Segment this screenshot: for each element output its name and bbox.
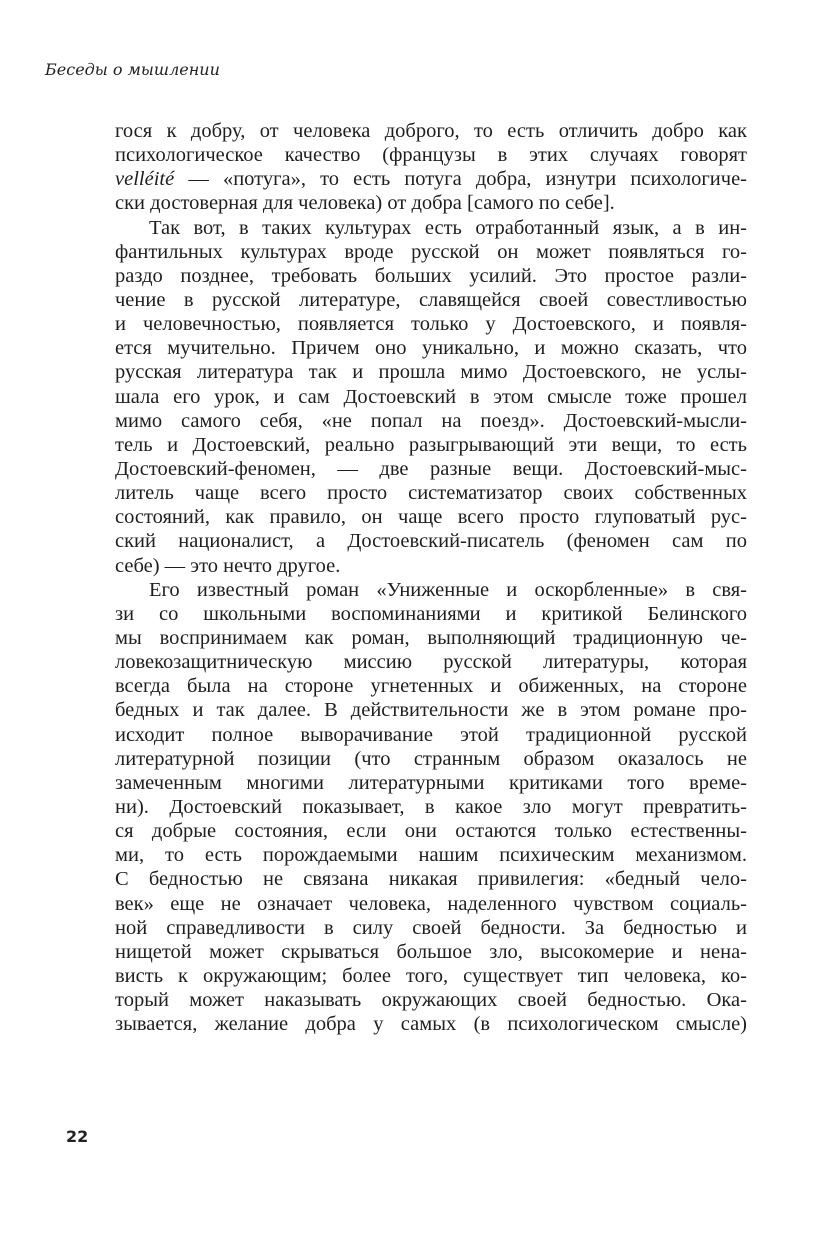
text-line: литературной позиции (что странным образом оказалось не (115, 747, 747, 770)
text-line: замеченным многими литературными критиками того време- (115, 771, 747, 794)
text-line: зывается, желание добра у самых (в психологическом смысле) (115, 1013, 747, 1036)
text-line: ски достоверная для человека) от добра [самого по себе]. (115, 192, 615, 215)
text-line: С бедностью не связана никакая привилегия: «бедный чело- (115, 868, 747, 891)
text-line: тель и Достоевский, реально разыгрывающий эти вещи, то есть (115, 433, 747, 456)
text-line: мимо самого себя, «не попал на поезд». Достоевский-мысли- (115, 409, 747, 432)
text-line: шала его урок, и сам Достоевский в этом смысле тоже прошел (115, 385, 747, 408)
text-line: ется мучительно. Причем оно уникально, и можно сказать, что (115, 337, 747, 360)
page-number: 22 (66, 1127, 89, 1146)
text-line: гося к добру, от человека доброго, то есть отличить добро как (115, 120, 747, 142)
running-header-title: Беседы о мышлении (45, 60, 220, 79)
text-line: литель чаще всего просто систематизатор своих собственных (115, 482, 747, 505)
text-line: висть к окружающим; более того, существует тип человека, ко- (115, 964, 747, 987)
text-line: фантильных культурах вроде русской он может появляться го- (115, 240, 747, 263)
text-line: раздо позднее, требовать больших усилий. Это простое разли- (115, 264, 747, 287)
paragraph-2 (115, 216, 747, 578)
text-line: Так вот, в таких культурах есть отработанный язык, а в ин- (149, 216, 747, 239)
text-line: ной справедливости в силу своей бедности. За бедностью и (115, 916, 747, 939)
text-line: ловекозащитническую миссию русской литературы, которая (115, 651, 747, 674)
text-line: ми, то есть порождаемыми нашим психическим механизмом. (115, 844, 747, 867)
text-line: бедных и так далее. В действительности же в этом романе про- (115, 699, 747, 722)
text-line: мы воспринимаем как роман, выполняющий традиционную че- (115, 626, 747, 649)
text-line: ся добрые состояния, если они остаются только естественны- (115, 820, 747, 843)
text-line: зи со школьными воспоминаниями и критикой Белинского (115, 602, 747, 625)
text-line: себе) — это нечто другое. (115, 554, 341, 577)
text-fragment: — «потуга», то есть потуга добра, изнутри психологиче- (174, 168, 747, 191)
italic-term: velléité (115, 168, 175, 191)
text-line: исходит полное выворачивание этой традиционной русской (115, 723, 747, 746)
text-line: русская литература так и прошла мимо Достоевского, не услы- (115, 361, 747, 384)
body-text (115, 119, 747, 1036)
paragraph-3 (115, 578, 747, 1037)
text-line: и человечностью, появляется только у Достоевского, и появля- (115, 313, 747, 336)
paragraph-1 (115, 119, 747, 216)
text-line: ский националист, а Достоевский-писатель (феномен сам по (115, 530, 747, 553)
text-line: ни). Достоевский показывает, в какое зло могут превратить- (115, 795, 747, 818)
text-line: торый может наказывать окружающих своей бедностью. Ока- (115, 989, 747, 1012)
text-line: нищетой может скрываться большое зло, высокомерие и нена- (115, 940, 747, 963)
text-line (115, 167, 747, 191)
text-line: всегда была на стороне угнетенных и обиженных, на стороне (115, 675, 747, 698)
text-line: Достоевский-феномен, — две разные вещи. Достоевский-мыс- (115, 457, 747, 480)
text-line: психологическое качество (французы в этих случаях говорят (115, 144, 747, 167)
text-line: Его известный роман «Униженные и оскорбленные» в свя- (149, 578, 747, 601)
text-line: состояний, как правило, он чаще всего просто глуповатый рус- (115, 506, 747, 529)
text-line: чение в русской литературе, славящейся своей совестливостью (115, 288, 747, 311)
text-line: век» еще не означает человека, наделенного чувством социаль- (115, 892, 747, 915)
